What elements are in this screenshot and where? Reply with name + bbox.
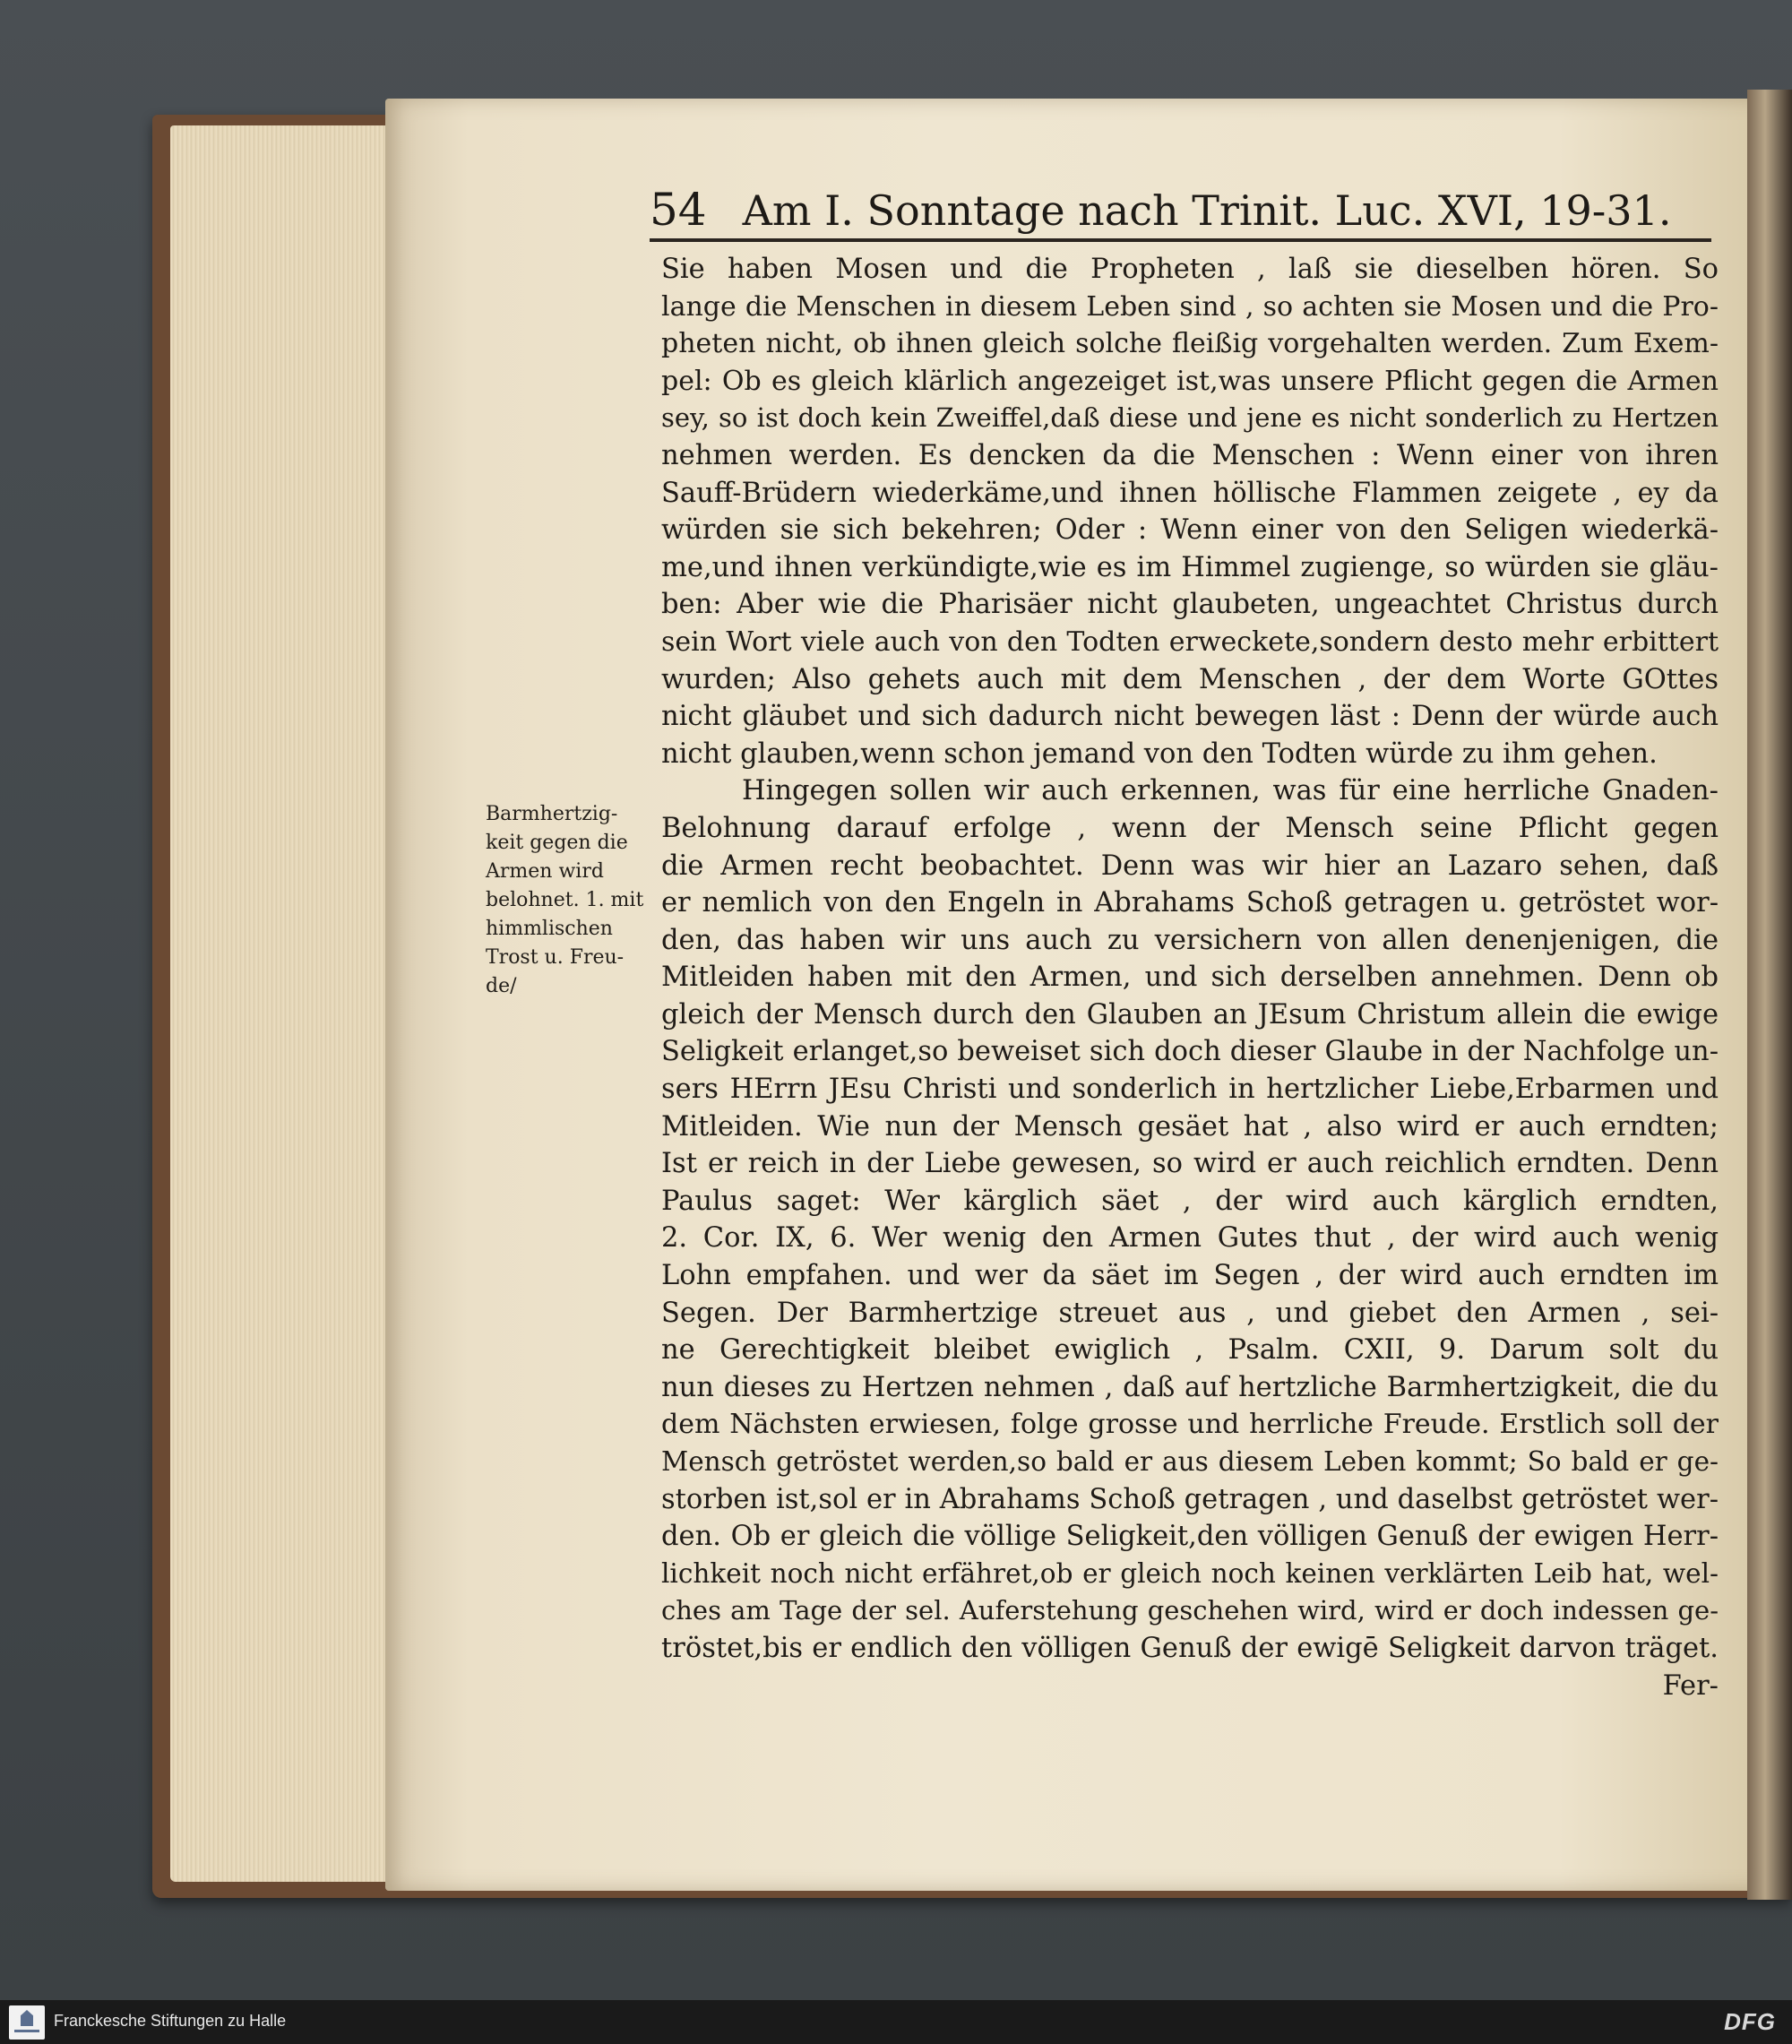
marginal-note-line: Armen wird xyxy=(486,860,604,883)
text-line: nun dieses zu Hertzen nehmen , daß auf hertzliche Barmhertzigkeit, die du xyxy=(661,1371,1719,1403)
text-line: Sie haben Mosen und die Propheten , laß sie dieselben hören. So xyxy=(661,254,1719,285)
text-line: sey, so ist doch kein Zweiffel,daß diese und jene es nicht sonderlich zu Hertzen xyxy=(661,402,1719,434)
marginal-note-line: himmlischen xyxy=(486,918,613,940)
text-line: me,und ihnen verkündigte,wie es im Himmel zugienge, so würden sie gläu- xyxy=(661,551,1719,583)
dfg-logo: DFG xyxy=(1724,2008,1776,2035)
text-line: tröstet,bis er endlich den völligen Genuß der ewigē Seligkeit darvon träget. xyxy=(661,1632,1719,1664)
text-line: Seligkeit erlanget,so beweiset sich doch dieser Glaube in der Nachfolge un- xyxy=(661,1036,1719,1068)
text-line: sers HErrn JEsu Christi und sonderlich in hertzlicher Liebe,Erbarmen und xyxy=(661,1074,1719,1106)
page-number: 54 xyxy=(650,184,707,236)
text-line: würden sie sich bekehren; Oder : Wenn einer von den Seligen wiederkä- xyxy=(661,514,1719,547)
running-title: Am I. Sonntage nach Trinit. Luc. XVI, 19-31. xyxy=(742,186,1672,235)
text-line: storben ist,sol er in Abrahams Schoß getragen , und daselbst getröstet wer- xyxy=(661,1483,1719,1515)
text-line: den. Ob er gleich die völlige Seligkeit,den völligen Genuß der ewigen Herr- xyxy=(661,1521,1719,1553)
text-line: Mitleiden haben mit den Armen, und sich derselben annehmen. Denn ob xyxy=(661,962,1719,994)
text-line: ne Gerechtigkeit bleibet ewiglich , Psalm. CXII, 9. Darum solt du xyxy=(661,1334,1719,1367)
book-gutter xyxy=(1747,90,1792,1900)
text-line: Mensch getröstet werden,so bald er aus diesem Leben kommt; So bald er ge- xyxy=(661,1446,1719,1477)
marginal-note-line: belohnet. 1. mit xyxy=(486,889,644,911)
marginal-note-line: Barmhertzig- xyxy=(486,803,618,825)
header-rule xyxy=(650,238,1711,242)
text-line: nicht gläubet und sich dadurch nicht bewegen läst : Denn der würde auch xyxy=(661,701,1719,733)
marginal-note-line: Trost u. Freu- xyxy=(486,946,625,969)
marginal-note-line: keit gegen die xyxy=(486,832,628,854)
text-line: ches am Tage der sel. Auferstehung geschehen wird, wird er doch indessen ge- xyxy=(661,1595,1719,1626)
text-line: Mitleiden. Wie nun der Mensch gesäet hat , also wird er auch erndten; xyxy=(661,1110,1719,1143)
text-line: lange die Menschen in diesem Leben sind , so achten sie Mosen und die Pro- xyxy=(661,290,1719,323)
text-line: pel: Ob es gleich klärlich angezeiget ist,was unsere Pflicht gegen die Armen xyxy=(661,365,1719,397)
text-line: Lohn empfahen. und wer da säet im Segen , der wird auch erndten im xyxy=(661,1260,1719,1292)
institution-logo-icon xyxy=(9,2005,45,2040)
institution-label: Franckesche Stiftungen zu Halle xyxy=(54,2012,287,2030)
text-line: lichkeit noch nicht erfähret,ob er gleich noch keinen verklärten Leib hat, wel- xyxy=(661,1557,1719,1589)
viewer-footer xyxy=(0,2000,1792,2044)
marginal-note xyxy=(486,800,660,1001)
text-line: nicht glauben,wenn schon jemand von den Todten würde zu ihm gehen. xyxy=(661,737,1658,770)
running-header xyxy=(650,184,1716,237)
text-line: sein Wort viele auch von den Todten erweckete,sondern desto mehr erbittert xyxy=(661,625,1719,658)
text-line: gleich der Mensch durch den Glauben an JEsum Christum allein die ewige xyxy=(661,998,1719,1031)
text-line: er nemlich von den Engeln in Abrahams Schoß getragen u. getröstet wor- xyxy=(661,887,1719,919)
text-line: Hingegen sollen wir auch erkennen, was für eine herrliche Gnaden- xyxy=(742,775,1719,807)
text-line: wurden; Also gehets auch mit dem Menschen , der dem Worte GOttes xyxy=(661,663,1719,695)
text-line: dem Nächsten erwiesen, folge grosse und herrliche Freude. Erstlich soll der xyxy=(661,1409,1719,1441)
text-line: Paulus saget: Wer kärglich säet , der wird auch kärglich erndten, xyxy=(661,1185,1719,1217)
text-line: pheten nicht, ob ihnen gleich solche fleißig vorgehalten werden. Zum Exem- xyxy=(661,328,1719,360)
text-line: nehmen werden. Es dencken da die Menschen : Wenn einer von ihren xyxy=(661,439,1719,471)
text-line: Segen. Der Barmhertzige streuet aus , und giebet den Armen , sei- xyxy=(661,1297,1719,1329)
text-line: Ist er reich in der Liebe gewesen, so wird er auch reichlich erndten. Denn xyxy=(661,1148,1719,1180)
text-line: die Armen recht beobachtet. Denn was wir hier an Lazaro sehen, daß xyxy=(661,850,1719,882)
body-text xyxy=(661,251,1719,1704)
text-line: den, das haben wir uns auch zu versichern von allen denenjenigen, die xyxy=(661,924,1719,956)
marginal-note-line: de/ xyxy=(486,975,517,997)
text-line: Belohnung darauf erfolge , wenn der Mensch seine Pflicht gegen xyxy=(661,812,1719,844)
text-line: 2. Cor. IX, 6. Wer wenig den Armen Gutes thut , der wird auch wenig xyxy=(661,1222,1719,1255)
text-line: Sauff-Brüdern wiederkäme,und ihnen höllische Flammen zeigete , ey da xyxy=(661,477,1719,509)
text-line: ben: Aber wie die Pharisäer nicht glaubeten, ungeachtet Christus durch xyxy=(661,589,1719,621)
catchword: Fer- xyxy=(1662,1669,1719,1702)
